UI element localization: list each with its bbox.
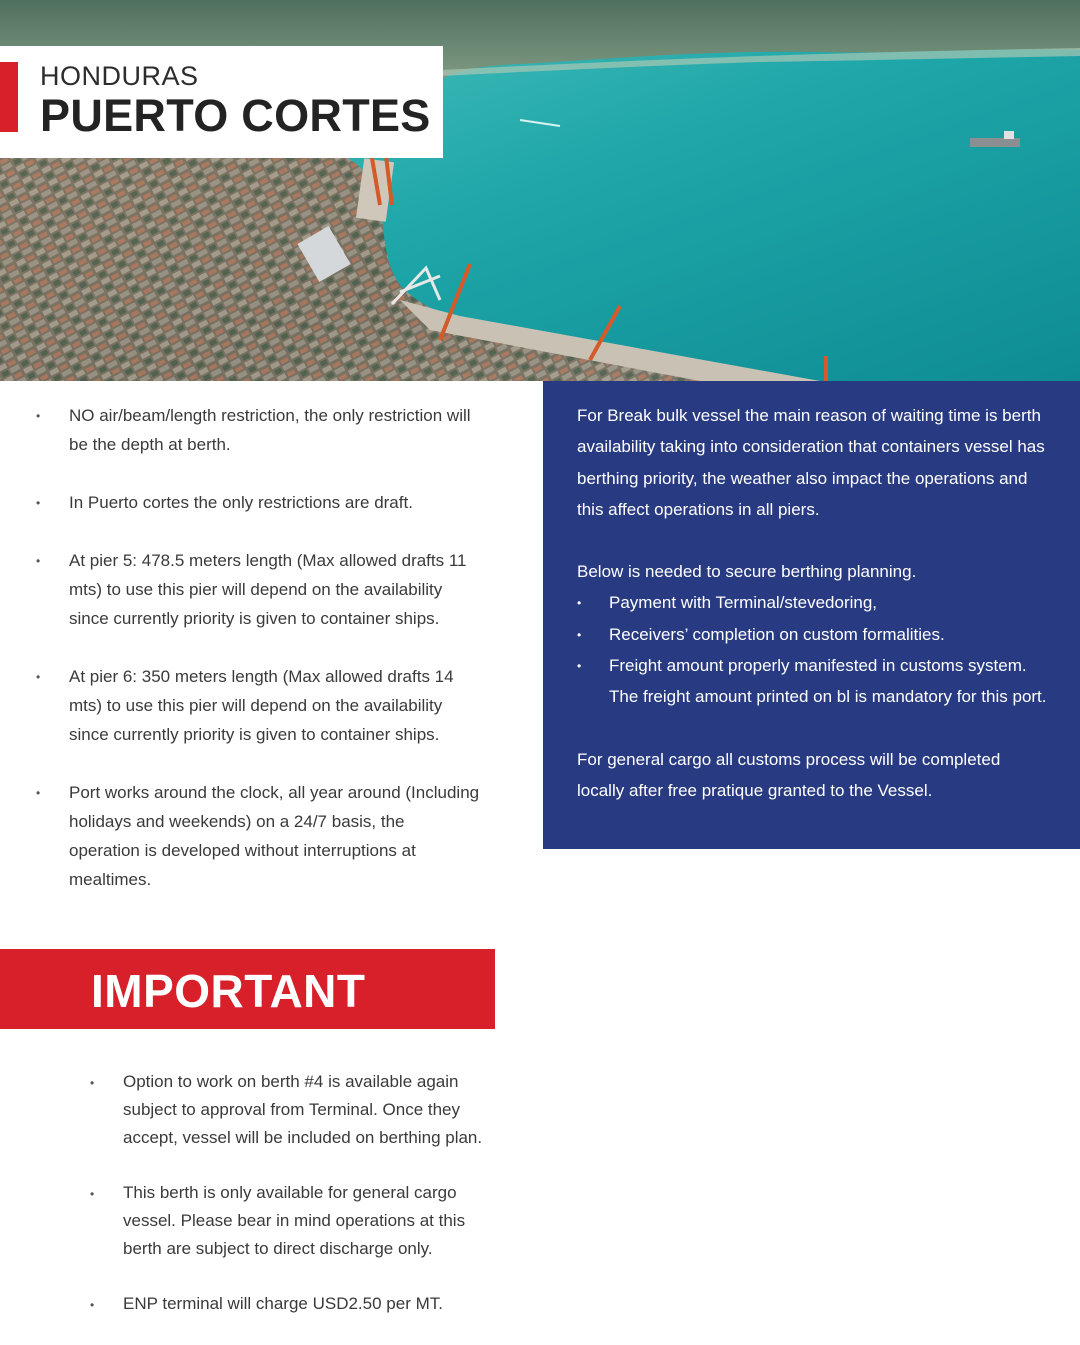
restrictions-list (0, 401, 500, 923)
list-item-text: Port works around the clock, all year around (Including holidays and weekends) on a 24/7 basis, the operation is developed without interruptions at mealtimes. (69, 783, 480, 889)
bullet-icon: • (36, 496, 41, 510)
panel-closing: For general cargo all customs process will be completed locally after free pratique granted to the Vessel. (577, 749, 1001, 800)
bullet-icon: • (90, 1187, 95, 1201)
list-item (0, 488, 500, 517)
title-card (0, 46, 443, 158)
important-heading: IMPORTANT (91, 965, 366, 1017)
panel-needed-heading: Below is needed to secure berthing planning. (577, 562, 917, 582)
list-item (577, 619, 1050, 650)
bullet-icon: • (90, 1076, 95, 1090)
needed-list (577, 587, 1050, 712)
list-item (0, 1068, 500, 1152)
list-item-text: Payment with Terminal/stevedoring, (609, 593, 878, 613)
list-item (0, 546, 500, 633)
list-item-text: In Puerto cortes the only restrictions are draft. (69, 493, 413, 512)
bullet-icon: • (577, 627, 582, 642)
list-item (577, 650, 1050, 713)
list-item-text: Option to work on berth #4 is available again subject to approval from Terminal. Once they accept, vessel will be included on berthing plan. (123, 1072, 483, 1147)
panel-intro: For Break bulk vessel the main reason of waiting time is berth availability taking into consideration that containers vessel has berthing priority, the weather also impact the operations and this affect operations in all piers. (577, 406, 1045, 519)
list-item (577, 587, 1050, 618)
list-item (0, 1290, 500, 1318)
bullet-icon: • (90, 1298, 95, 1312)
bullet-icon: • (36, 554, 41, 568)
list-item (0, 1179, 500, 1263)
list-item (0, 401, 500, 459)
list-item (0, 662, 500, 749)
hero-port-photo (0, 0, 1080, 381)
important-list (0, 1068, 500, 1345)
list-item-text: At pier 5: 478.5 meters length (Max allowed drafts 11 mts) to use this pier will depend on the availability since currently priority is given to container ships. (69, 551, 467, 628)
country-label: HONDURAS (40, 61, 199, 91)
list-item (0, 778, 500, 894)
bullet-icon: • (577, 659, 582, 674)
important-banner (0, 949, 495, 1029)
bullet-icon: • (577, 596, 582, 611)
bullet-icon: • (36, 409, 41, 423)
bullet-icon: • (36, 670, 41, 684)
list-item-text: Receivers’ completion on custom formalities. (609, 624, 945, 644)
title-accent-bar (0, 62, 18, 132)
list-item-text: This berth is only available for general cargo vessel. Please bear in mind operations at this berth are subject to direct discharge only. (123, 1183, 466, 1258)
bullet-icon: • (36, 786, 41, 800)
port-title: PUERTO CORTES (40, 90, 431, 141)
list-item-text: At pier 6: 350 meters length (Max allowed drafts 14 mts) to use this pier will depend on the availability since currently priority is given to container ships. (69, 667, 454, 744)
list-item-text: NO air/beam/length restriction, the only restriction will be the depth at berth. (69, 406, 471, 454)
list-item-text: Freight amount properly manifested in customs system. The freight amount printed on bl is mandatory for this port. (609, 656, 1047, 707)
berthing-info-panel (543, 381, 1080, 849)
list-item-text: ENP terminal will charge USD2.50 per MT. (123, 1294, 443, 1313)
